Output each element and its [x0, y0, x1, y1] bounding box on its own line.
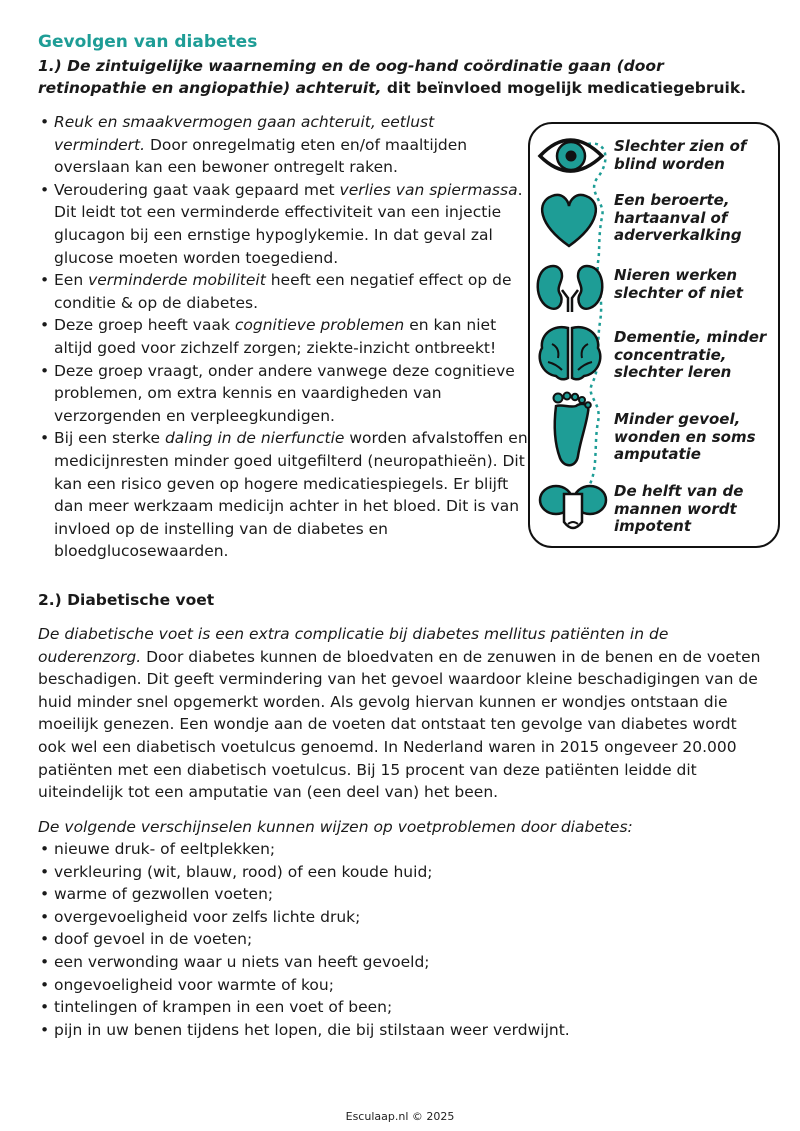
infobox-caption-eye: Slechter zien of blind worden: [614, 137, 747, 173]
list-item-emphasis: Reuk en smaakvermogen gaan achteruit, eetlust vermindert.: [54, 113, 435, 154]
footer-copyright: Esculaap.nl © 2025: [345, 1110, 455, 1123]
section-title: Gevolgen van diabetes: [38, 32, 258, 52]
list-item: • tintelingen of krampen in een voet of been;: [38, 996, 768, 1019]
list-item-text: heeft een negatief effect op de conditie & op de diabetes.: [54, 271, 512, 312]
diabetic-foot-paragraph: [38, 623, 768, 804]
list-item-text: Veroudering gaat vaak gepaard met: [54, 180, 340, 199]
brain-icon: [540, 327, 601, 379]
list-item: • overgevoeligheid voor zelfs lichte druk;: [38, 906, 768, 929]
list-item: • doof gevoel in de voeten;: [38, 928, 768, 951]
list-item: [38, 360, 528, 428]
paragraph-intro: De diabetische voet is een extra complicatie bij diabetes mellitus patiënten in de ouderenzorg.: [38, 625, 669, 666]
infobox-caption-foot: Minder gevoel, wonden en soms amputatie: [614, 410, 756, 463]
list-item: • nieuwe druk- of eeltplekken;: [38, 838, 768, 861]
list-item-text: Door onregelmatig eten en/of maaltijden overslaan kan een bewoner ontregelt raken.: [54, 135, 468, 177]
list-item: • een verwonding waar u niets van heeft gevoeld;: [38, 951, 768, 974]
list-item-text: Een: [54, 271, 89, 290]
list-item-text: Bij een sterke: [54, 429, 165, 448]
list-item: • ongevoeligheid voor warmte of kou;: [38, 974, 768, 997]
list-item-emphasis: cognitieve problemen: [234, 316, 405, 335]
list-item-emphasis: daling in de nierfunctie: [164, 429, 345, 448]
list-item: [38, 314, 528, 359]
subtitle-italic: 1.) De zintuigelijke waarneming en de oog-hand coördinatie gaan (door retinopathie en angiopathie) achteruit,: [38, 57, 664, 97]
section-heading: 2.) Diabetische voet: [38, 591, 215, 609]
consequences-list: [38, 111, 528, 563]
list-item-text: worden afvalstoffen en medicijnresten minder goed uitgefilterd (neuropathieën). Dit kan een risico geven op hogere medicatiespiegels. Er blijft dan meer werkzaam medicijn achter in het bloed. Dit is van invloed op de instelling van de diabetes en bloedglucosewaarden.: [54, 429, 528, 561]
symptoms-list: [38, 838, 768, 1041]
list-item-emphasis: verlies van spiermassa: [339, 180, 518, 199]
paragraph-body: Door diabetes kunnen de bloedvaten en de zenuwen in de benen en de voeten beschadigen. Dit geeft vermindering van het gevoel waardoor kleine beschadigingen van de huid minder snel opgemerkt worden. Als gevolg hiervan kunnen er wondjes ontstaan die moeilijk genezen. Een wondje aan de voeten dat ontstaat ten gevolge van diabetes wordt ook wel een diabetisch voetulcus genoemd. In Nederland waren in 2015 ongeveer 20.000 patiënten met een diabetisch voetulcus. Bij 15 procent van deze patiënten leidde dit uiteindelijk tot een amputatie van (een deel van) het been.: [38, 647, 761, 802]
symptoms-intro: De volgende verschijnselen kunnen wijzen op voetproblemen door diabetes:: [38, 818, 633, 836]
eye-icon: [540, 140, 602, 171]
list-item-text: Deze groep vraagt, onder andere vanwege deze cognitieve problemen, om extra kennis en vaardigheden van verzorgenden en verpleegkundigen.: [54, 361, 515, 425]
list-item-text: Deze groep heeft vaak: [54, 316, 235, 335]
list-item-emphasis: verminderde mobiliteit: [88, 271, 266, 290]
list-item: [38, 111, 528, 179]
list-item: [38, 179, 528, 269]
list-item: [38, 427, 528, 563]
infobox-caption-genitals: De helft van de mannen wordt impotent: [614, 482, 744, 535]
section-subtitle: [38, 55, 758, 99]
dotted-connector: [588, 144, 605, 484]
list-item: • warme of gezwollen voeten;: [38, 883, 768, 906]
genitals-icon: [540, 486, 606, 528]
foot-icon: [554, 393, 591, 466]
kidneys-icon: [538, 266, 603, 312]
list-item: [38, 269, 528, 314]
infobox-caption-kidneys: Nieren werken slechter of niet: [614, 266, 743, 302]
list-item: • pijn in uw benen tijdens het lopen, die bij stilstaan weer verdwijnt.: [38, 1019, 768, 1042]
infobox-caption-brain: Dementie, minder concentratie, slechter leren: [614, 328, 767, 381]
list-item: • verkleuring (wit, blauw, rood) of een koude huid;: [38, 861, 768, 884]
list-item-text: . Dit leidt tot een verminderde effectiviteit van een injectie glucagon bij een ernstige hypoglykemie. In dat geval zal glucose moeten worden toegediend.: [54, 180, 523, 267]
infobox-caption-heart: Een beroerte, hartaanval of aderverkalking: [614, 191, 742, 244]
heart-icon: [542, 195, 596, 246]
list-item-text: en kan niet altijd goed voor zichzelf zorgen; ziekte-inzicht ontbreekt!: [54, 316, 497, 357]
subtitle-bold: dit beïnvloed mogelijk medicatiegebruik.: [381, 79, 747, 97]
